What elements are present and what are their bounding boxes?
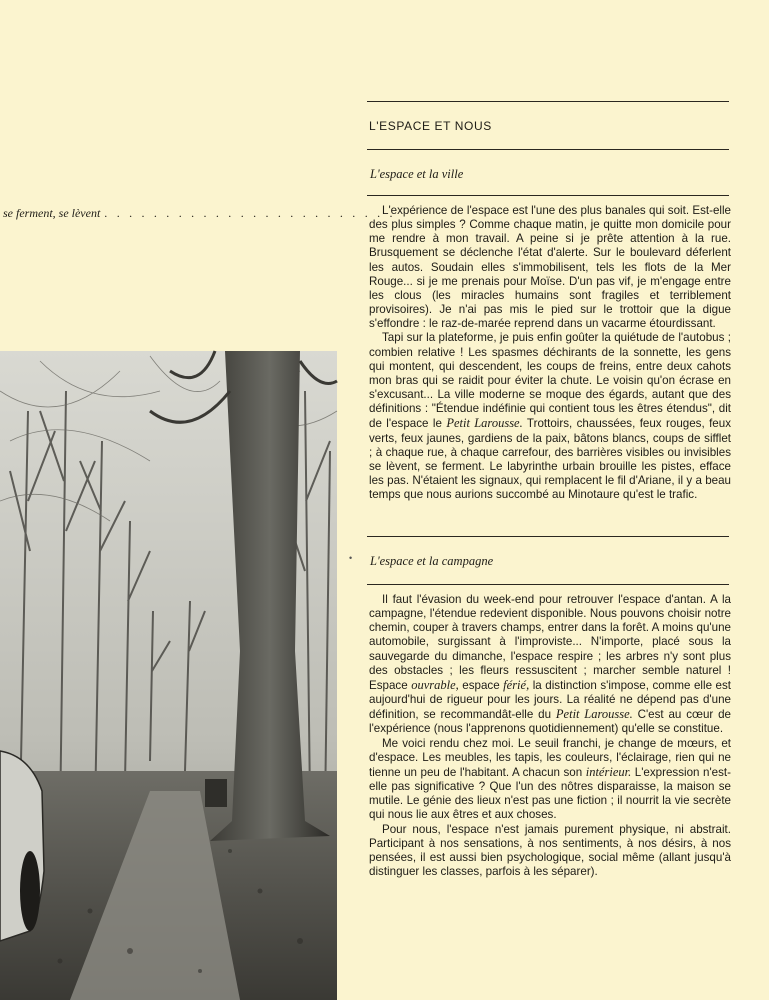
forest-photograph — [0, 351, 337, 1000]
rule-top — [367, 101, 729, 102]
paragraph-text: L'expérience de l'espace est l'une des plus banales qui soit. Est-elle des plus simples ? Comme chaque matin, je quitte mon domicile pour me rendre à mon travail. A peine si je prête attention à la rue. Brusquement se déclenche l'état d'alerte. Sur le boulevard déferlent les autos. Soudain elles s'immobilisent, tels les flots de la Mer Rouge... si je me prenais pour Moïse. D'un pas vif, je m'engage entre les clous (les miracles humains sont fragiles et terriblement provisoires). Je n'ai pas mis le pied sur le trottoir que la digue s'effondre : le raz-de-marée reprend dans un vacarme étourdissant. — [369, 204, 731, 331]
paragraph — [369, 204, 731, 331]
paragraph — [369, 737, 731, 823]
paragraph-text: la distinction s'impose, comme elle est aujourd'hui de rigueur pour les jours. La réalité ne dépend pas d'une définition, se recommandât-elle du — [369, 678, 731, 722]
body-text-ville — [369, 204, 731, 502]
rule-above-campagne — [367, 536, 729, 537]
paragraph-text: C'est au cœur de l'expérience (nous l'apprenons quotidiennement) qu'elle se constitue. — [369, 708, 732, 736]
rule-under-ville — [367, 195, 729, 196]
paragraph-text: Me voici rendu chez moi. Le seuil franchi, je change de mœurs, et d'espace. Les meubles, les tapis, les couleurs, l'éclairage, rien qui ne tienne un peu de l'habitant. A chacun son — [369, 736, 731, 779]
paragraph-text: espace — [458, 678, 504, 692]
paragraph-text: L'expression n'est-elle pas significative ? Que l'un des nôtres disparaisse, la maison se mutile. Le génie des lieux n'est pas une fiction ; il nourrit la vie secrète qui nous lie aux êtres et aux choses. — [369, 765, 731, 822]
margin-note-text: se ferment, se lèvent — [3, 206, 101, 220]
italic-reference: Petit Larousse. — [555, 707, 633, 722]
rule-under-campagne — [367, 584, 729, 585]
paragraph — [369, 593, 731, 737]
subsection-heading-ville: L'espace et la ville — [370, 167, 464, 181]
rule-under-title — [367, 149, 729, 150]
italic-word: férié, — [503, 677, 530, 692]
paragraph — [369, 331, 731, 502]
paragraph-text: Tapi sur la plateforme, je puis enfin goûter la quiétude de l'autobus ; combien relative ! Les spasmes déchirants de la sonnette, les gens qui montent, qui descendent, les coups de freins, entre deux cahots mon bras qui se raidit pour éviter la chute. Le voisin qu'on écrase en s'excusant... La ville moderne se moque des égards, autant que des définitions : "Étendue indéfinie qui contient tous les êtres étendus", dit de l'espace le — [369, 331, 731, 431]
body-text-campagne — [369, 593, 731, 879]
margin-note-dots: . . . . . . . . . . . . . . . . . . . . . . . . — [104, 206, 396, 220]
italic-reference: Petit Larousse. — [446, 416, 523, 431]
forest-photo-illustration — [0, 351, 337, 1000]
bullet-mark: • — [349, 553, 353, 563]
subsection-heading-campagne: L'espace et la campagne — [370, 554, 494, 568]
paragraph-text: Trottoirs, chaussées, feux rouges, feux verts, feux jaunes, gardiens de la paix, bâtons blancs, coups de sifflet ; à chaque rue, à chaque carrefour, des barrières visibles ou invisibles se lèvent, se ferment. Le labyrinthe urbain brouille les pistes, efface les pas. N'étaient les signaux, qui remplacent le fil d'Ariane, il y a beau temps que nous aurions succombé au Minotaure qu'est le trafic. — [369, 417, 731, 502]
paragraph-text: Il faut l'évasion du week-end pour retrouver l'espace d'antan. A la campagne, l'étendue redevient disponible. Nous pouvons choisir notre chemin, couper à travers champs, entrer dans la forêt. A moins qu'une automobile, surgissant à l'improviste... N'importe, placé sous la sauvegarde du dimanche, l'espace respire ; les arbres n'y sont plus des obstacles ; les fleurs ressuscitent ; marcher semble naturel ! Espace — [369, 593, 731, 692]
italic-word: ouvrable, — [411, 677, 459, 692]
section-title: L'ESPACE ET NOUS — [369, 119, 492, 133]
paragraph-text: Pour nous, l'espace n'est jamais purement physique, ni abstrait. Participant à nos sensations, à nos sentiments, à nos désirs, à nos pensées, il est aussi bien psychologique, social même (allant jusqu'à distinguer les classes, parfois à les séparer). — [369, 822, 731, 878]
margin-note — [3, 206, 396, 221]
paragraph — [369, 823, 731, 880]
italic-word: intérieur. — [585, 764, 632, 779]
